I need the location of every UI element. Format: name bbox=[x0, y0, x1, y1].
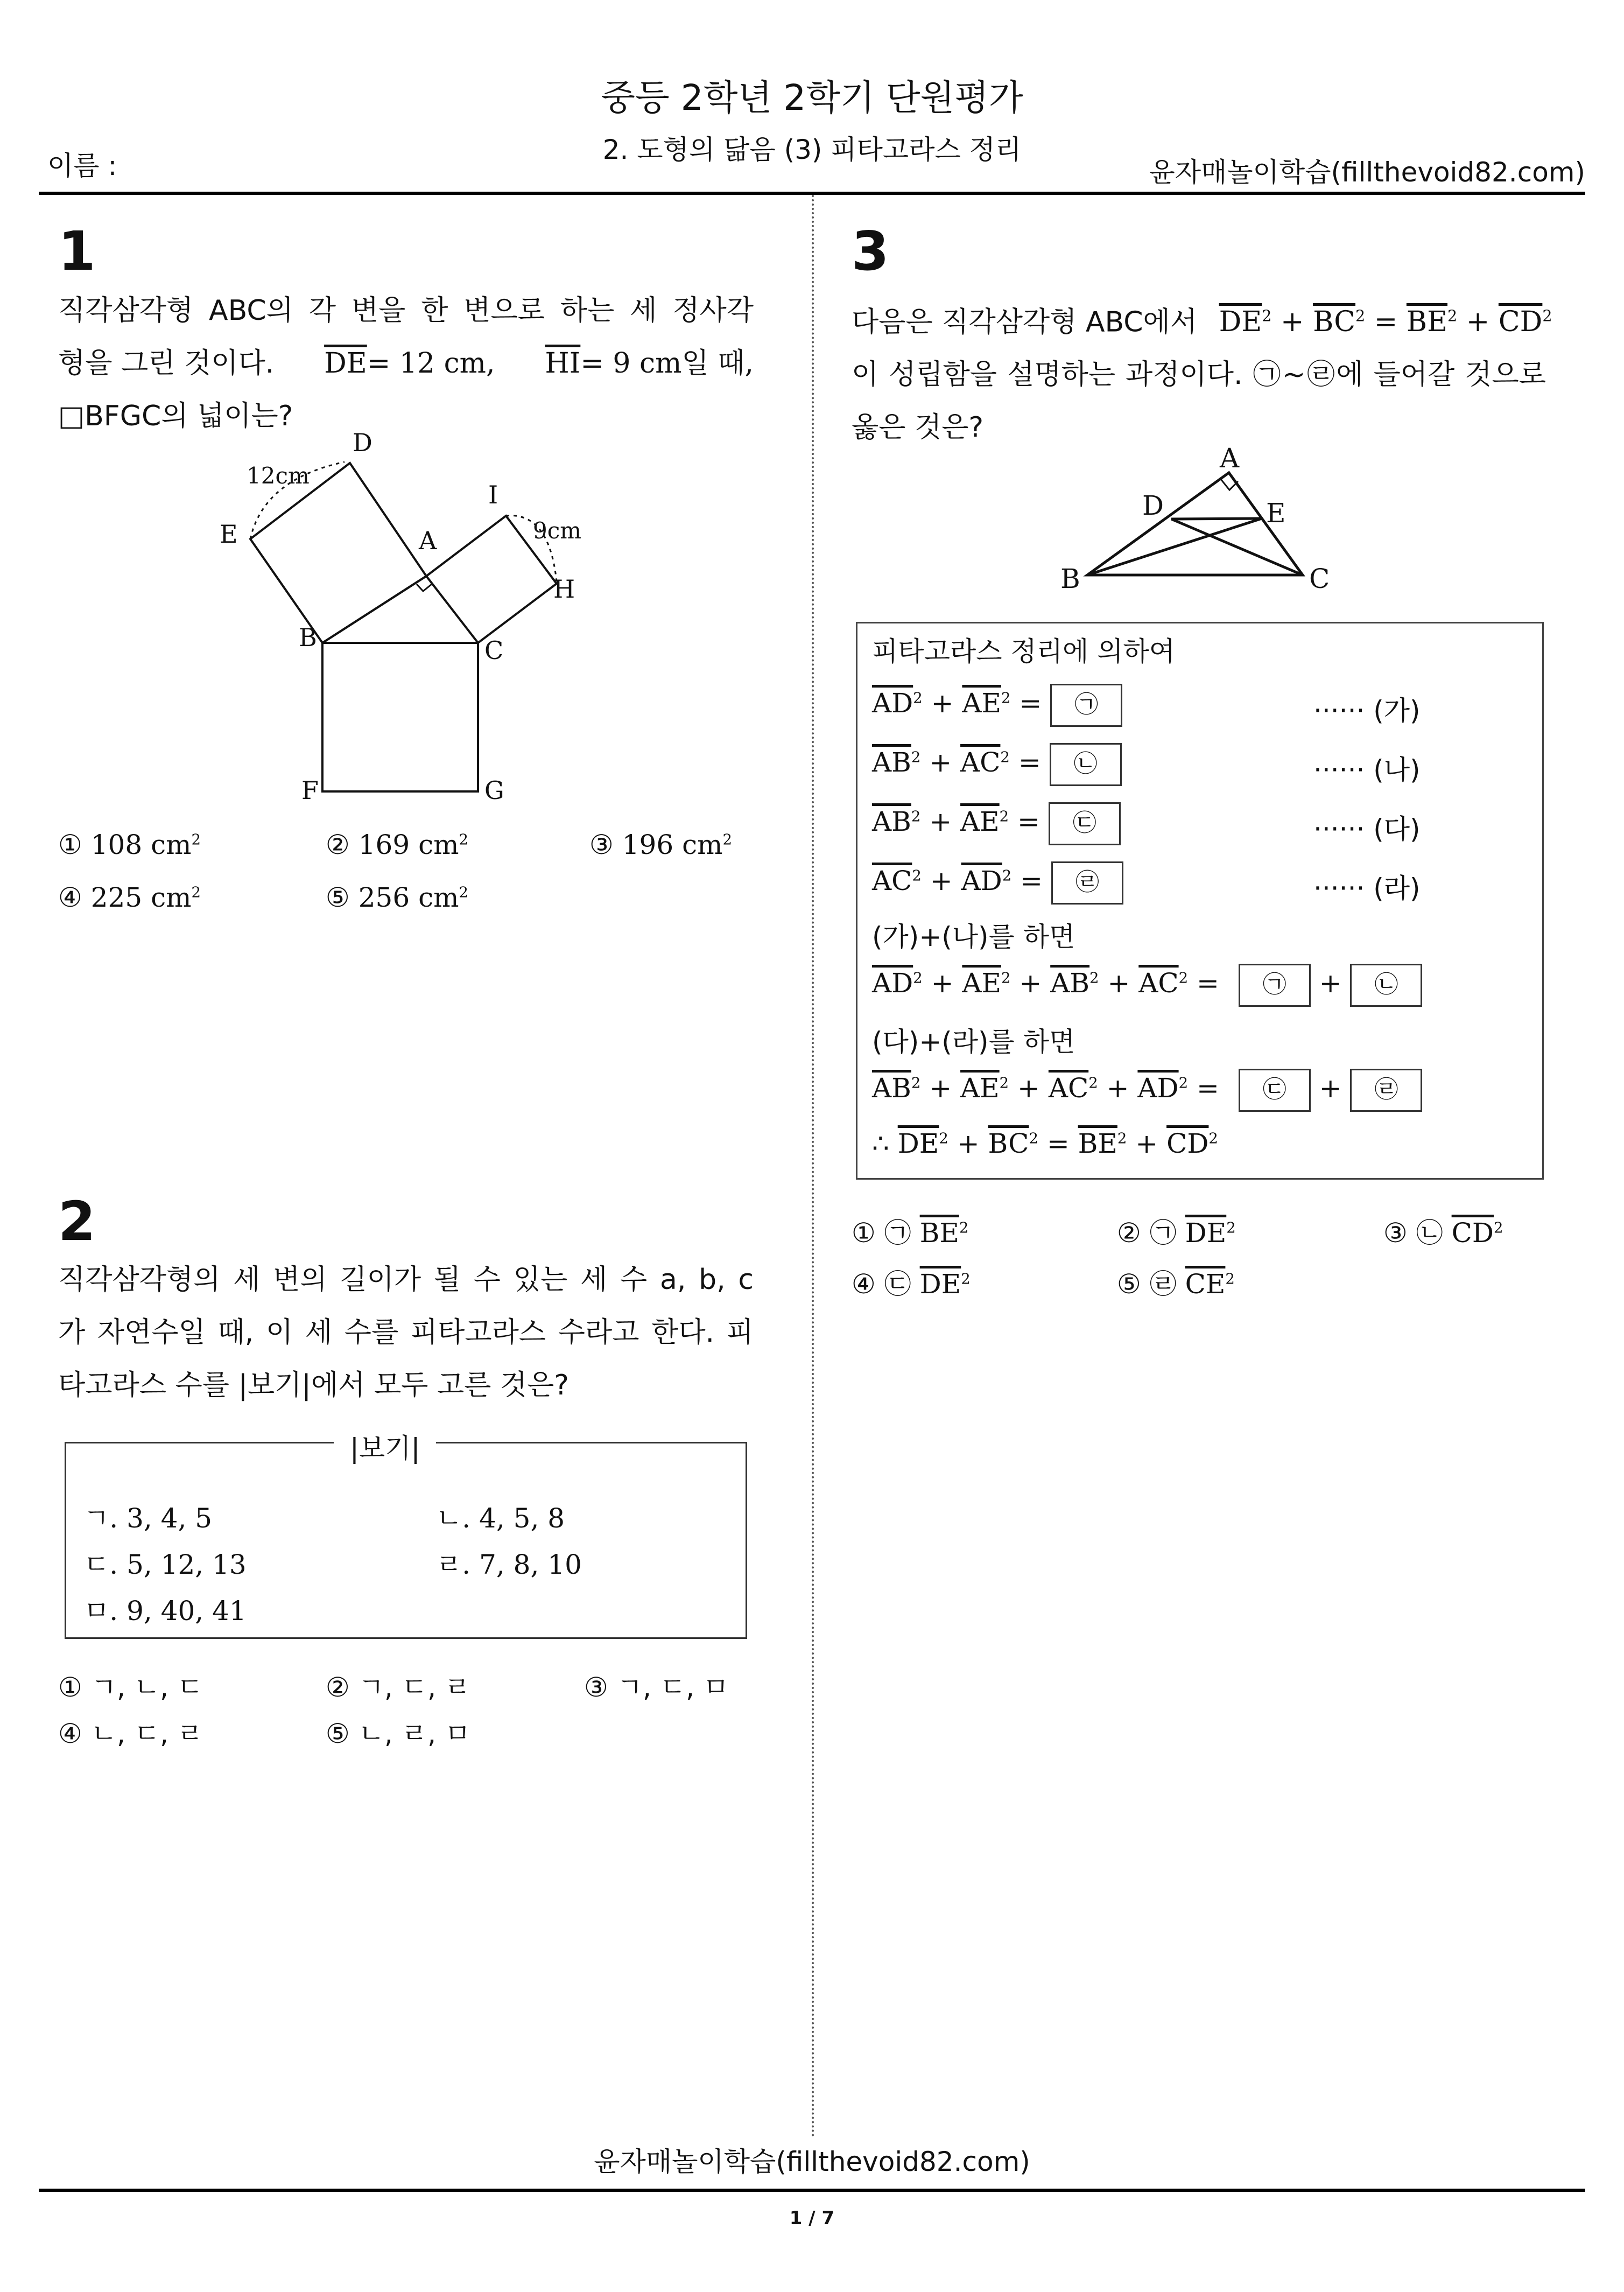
q1-choice-1[interactable]: ① 108 $cm^2$ bbox=[58, 829, 201, 860]
proof-sum-2: $\overline{AB}^2 + \overline{AE}^2 + \overline{AC}^2 + \overline{AD}^2$ = ㉢ + ㉣ bbox=[872, 1069, 1422, 1112]
question-1-number: 1 bbox=[58, 220, 96, 283]
label-d: D bbox=[353, 428, 372, 457]
proof-line-ga: $\overline{AD}^2 + \overline{AE}^2$ = ㉠ bbox=[872, 684, 1122, 727]
square-bdea bbox=[250, 463, 426, 643]
footer-rule bbox=[39, 2189, 1585, 2192]
proof-step-2: (다)+(라)를 하면 bbox=[872, 1026, 1075, 1057]
label-g: G bbox=[484, 776, 504, 805]
q2-line3: 타고라스 수를 |보기|에서 모두 고른 것은? bbox=[58, 1369, 569, 1401]
question-1-text bbox=[58, 284, 754, 443]
q1-choice-5[interactable]: ⑤ 256 $cm^2$ bbox=[326, 882, 468, 913]
proof-conclusion: ∴ $\overline{DE}^2 + \overline{BC}^2 = \overline{BE}^2 + \overline{CD}^2$ bbox=[872, 1128, 1218, 1159]
answer-box-3: ㉢ bbox=[1049, 802, 1121, 845]
question-2-number: 2 bbox=[58, 1190, 96, 1253]
page-number: 1 / 7 bbox=[789, 2207, 835, 2229]
square-bfgc bbox=[322, 643, 478, 791]
label-a: A bbox=[419, 526, 437, 555]
q1-figure bbox=[205, 420, 635, 808]
page-subtitle: 2. 도형의 닮음 (3) 피타고라스 정리 bbox=[602, 134, 1022, 165]
q3-line2: 이 성립함을 설명하는 과정이다. ㉠~㉣에 들어갈 것으로 bbox=[852, 359, 1546, 391]
q2-choice-5[interactable]: ⑤ ㄴ, ㄹ, ㅁ bbox=[326, 1718, 471, 1749]
q2-choice-2[interactable]: ② ㄱ, ㄷ, ㄹ bbox=[326, 1672, 471, 1703]
q3-line3: 옳은 것은? bbox=[852, 411, 984, 444]
seg-hi: $\overline{HI}$ bbox=[545, 347, 581, 380]
q3-choice-5[interactable]: ⑤ ㉣ $\overline{CE}^2$ bbox=[1117, 1268, 1235, 1300]
label-c: C bbox=[1309, 563, 1330, 594]
proof-line-da: $\overline{AB}^2 + \overline{AE}^2$ = ㉢ bbox=[872, 802, 1121, 845]
q2-line2: 가 자연수일 때, 이 세 수를 피타고라스 수라고 한다. 피 bbox=[58, 1316, 754, 1349]
q1-choice-4[interactable]: ④ 225 $cm^2$ bbox=[58, 882, 201, 913]
answer-box-4: ㉣ bbox=[1051, 861, 1123, 905]
tag-da: ······ (다) bbox=[1313, 814, 1421, 845]
label-d: D bbox=[1142, 490, 1164, 521]
site-credit: 윤자매놀이학습(fillthevoid82.com) bbox=[1149, 157, 1585, 188]
bogi-item-5: ㅁ. 9, 40, 41 bbox=[83, 1595, 247, 1627]
tag-ga: ······ (가) bbox=[1313, 695, 1421, 726]
q3-figure bbox=[1050, 436, 1351, 598]
bogi-item-1: ㄱ. 3, 4, 5 bbox=[83, 1503, 213, 1534]
bogi-item-4: ㄹ. 7, 8, 10 bbox=[436, 1549, 582, 1580]
q1-line2: 형을 그린 것이다. $\overline{DE}= 12$ cm, $\overline{HI}= 9$ cm일 때, bbox=[58, 347, 754, 380]
bogi-label: |보기| bbox=[334, 1427, 436, 1466]
label-h: H bbox=[553, 574, 575, 604]
seg-de: $\overline{DE}$ bbox=[324, 347, 367, 380]
label-i: I bbox=[488, 480, 498, 509]
label-a: A bbox=[1220, 443, 1240, 474]
q1-line3: □BFGC의 넓이는? bbox=[58, 400, 293, 432]
question-2-text bbox=[58, 1253, 754, 1412]
proof-line-ra: $\overline{AC}^2 + \overline{AD}^2$ = ㉣ bbox=[872, 861, 1123, 905]
q2-choice-4[interactable]: ④ ㄴ, ㄷ, ㄹ bbox=[58, 1718, 203, 1749]
label-f: F bbox=[301, 776, 319, 805]
footer-site-credit: 윤자매놀이학습(fillthevoid82.com) bbox=[594, 2146, 1030, 2177]
label-b: B bbox=[1060, 563, 1080, 594]
q2-line1: 직각삼각형의 세 변의 길이가 될 수 있는 세 수 a, b, c bbox=[58, 1264, 754, 1296]
q3-choice-1[interactable]: ① ㉠ $\overline{BE}^2$ bbox=[852, 1217, 969, 1249]
q3-line1: 다음은 직각삼각형 ABC에서 $\overline{DE}^2 + \overline{BC}^2 = \overline{BE}^2 + \overline{CD}^2$ bbox=[852, 306, 1552, 339]
label-e: E bbox=[220, 520, 238, 549]
q3-choice-3[interactable]: ③ ㉡ $\overline{CD}^2$ bbox=[1383, 1217, 1503, 1249]
q2-choice-3[interactable]: ③ ㄱ, ㄷ, ㅁ bbox=[584, 1672, 729, 1703]
bogi-item-2: ㄴ. 4, 5, 8 bbox=[436, 1503, 565, 1534]
proof-step-1: (가)+(나)를 하면 bbox=[872, 921, 1075, 952]
bogi-item-3: ㄷ. 5, 12, 13 bbox=[83, 1549, 247, 1580]
q1-line1: 직각삼각형 ABC의 각 변을 한 변으로 하는 세 정사각 bbox=[58, 295, 754, 327]
proof-line-na: $\overline{AB}^2 + \overline{AC}^2$ = ㉡ bbox=[872, 743, 1122, 786]
q1-choice-3[interactable]: ③ 196 $cm^2$ bbox=[589, 829, 732, 860]
name-label: 이름 : bbox=[47, 150, 117, 181]
tag-ra: ······ (라) bbox=[1313, 873, 1421, 904]
answer-box-2: ㉡ bbox=[1050, 743, 1122, 786]
label-c: C bbox=[484, 636, 504, 665]
page-title: 중등 2학년 2학기 단원평가 bbox=[601, 77, 1023, 118]
q2-choice-1[interactable]: ① ㄱ, ㄴ, ㄷ bbox=[58, 1672, 203, 1703]
q3-choice-2[interactable]: ② ㉠ $\overline{DE}^2$ bbox=[1117, 1217, 1236, 1249]
tag-na: ······ (나) bbox=[1313, 754, 1421, 786]
q3-choice-4[interactable]: ④ ㉢ $\overline{DE}^2$ bbox=[852, 1268, 971, 1300]
column-divider bbox=[812, 195, 814, 2139]
question-3-number: 3 bbox=[852, 220, 889, 283]
label-len-de: 12cm bbox=[247, 462, 310, 489]
answer-box-1: ㉠ bbox=[1050, 684, 1122, 727]
q1-choice-2[interactable]: ② 169 $cm^2$ bbox=[326, 829, 468, 860]
label-b: B bbox=[299, 623, 317, 652]
label-len-hi: 9cm bbox=[533, 517, 582, 544]
label-e: E bbox=[1266, 497, 1286, 529]
question-3-text bbox=[852, 290, 1552, 454]
proof-sum-1: $\overline{AD}^2 + \overline{AE}^2 + \overline{AB}^2 + \overline{AC}^2$ = ㉠ + ㉡ bbox=[872, 964, 1422, 1007]
proof-intro: 피타고라스 정리에 의하여 bbox=[872, 636, 1176, 667]
